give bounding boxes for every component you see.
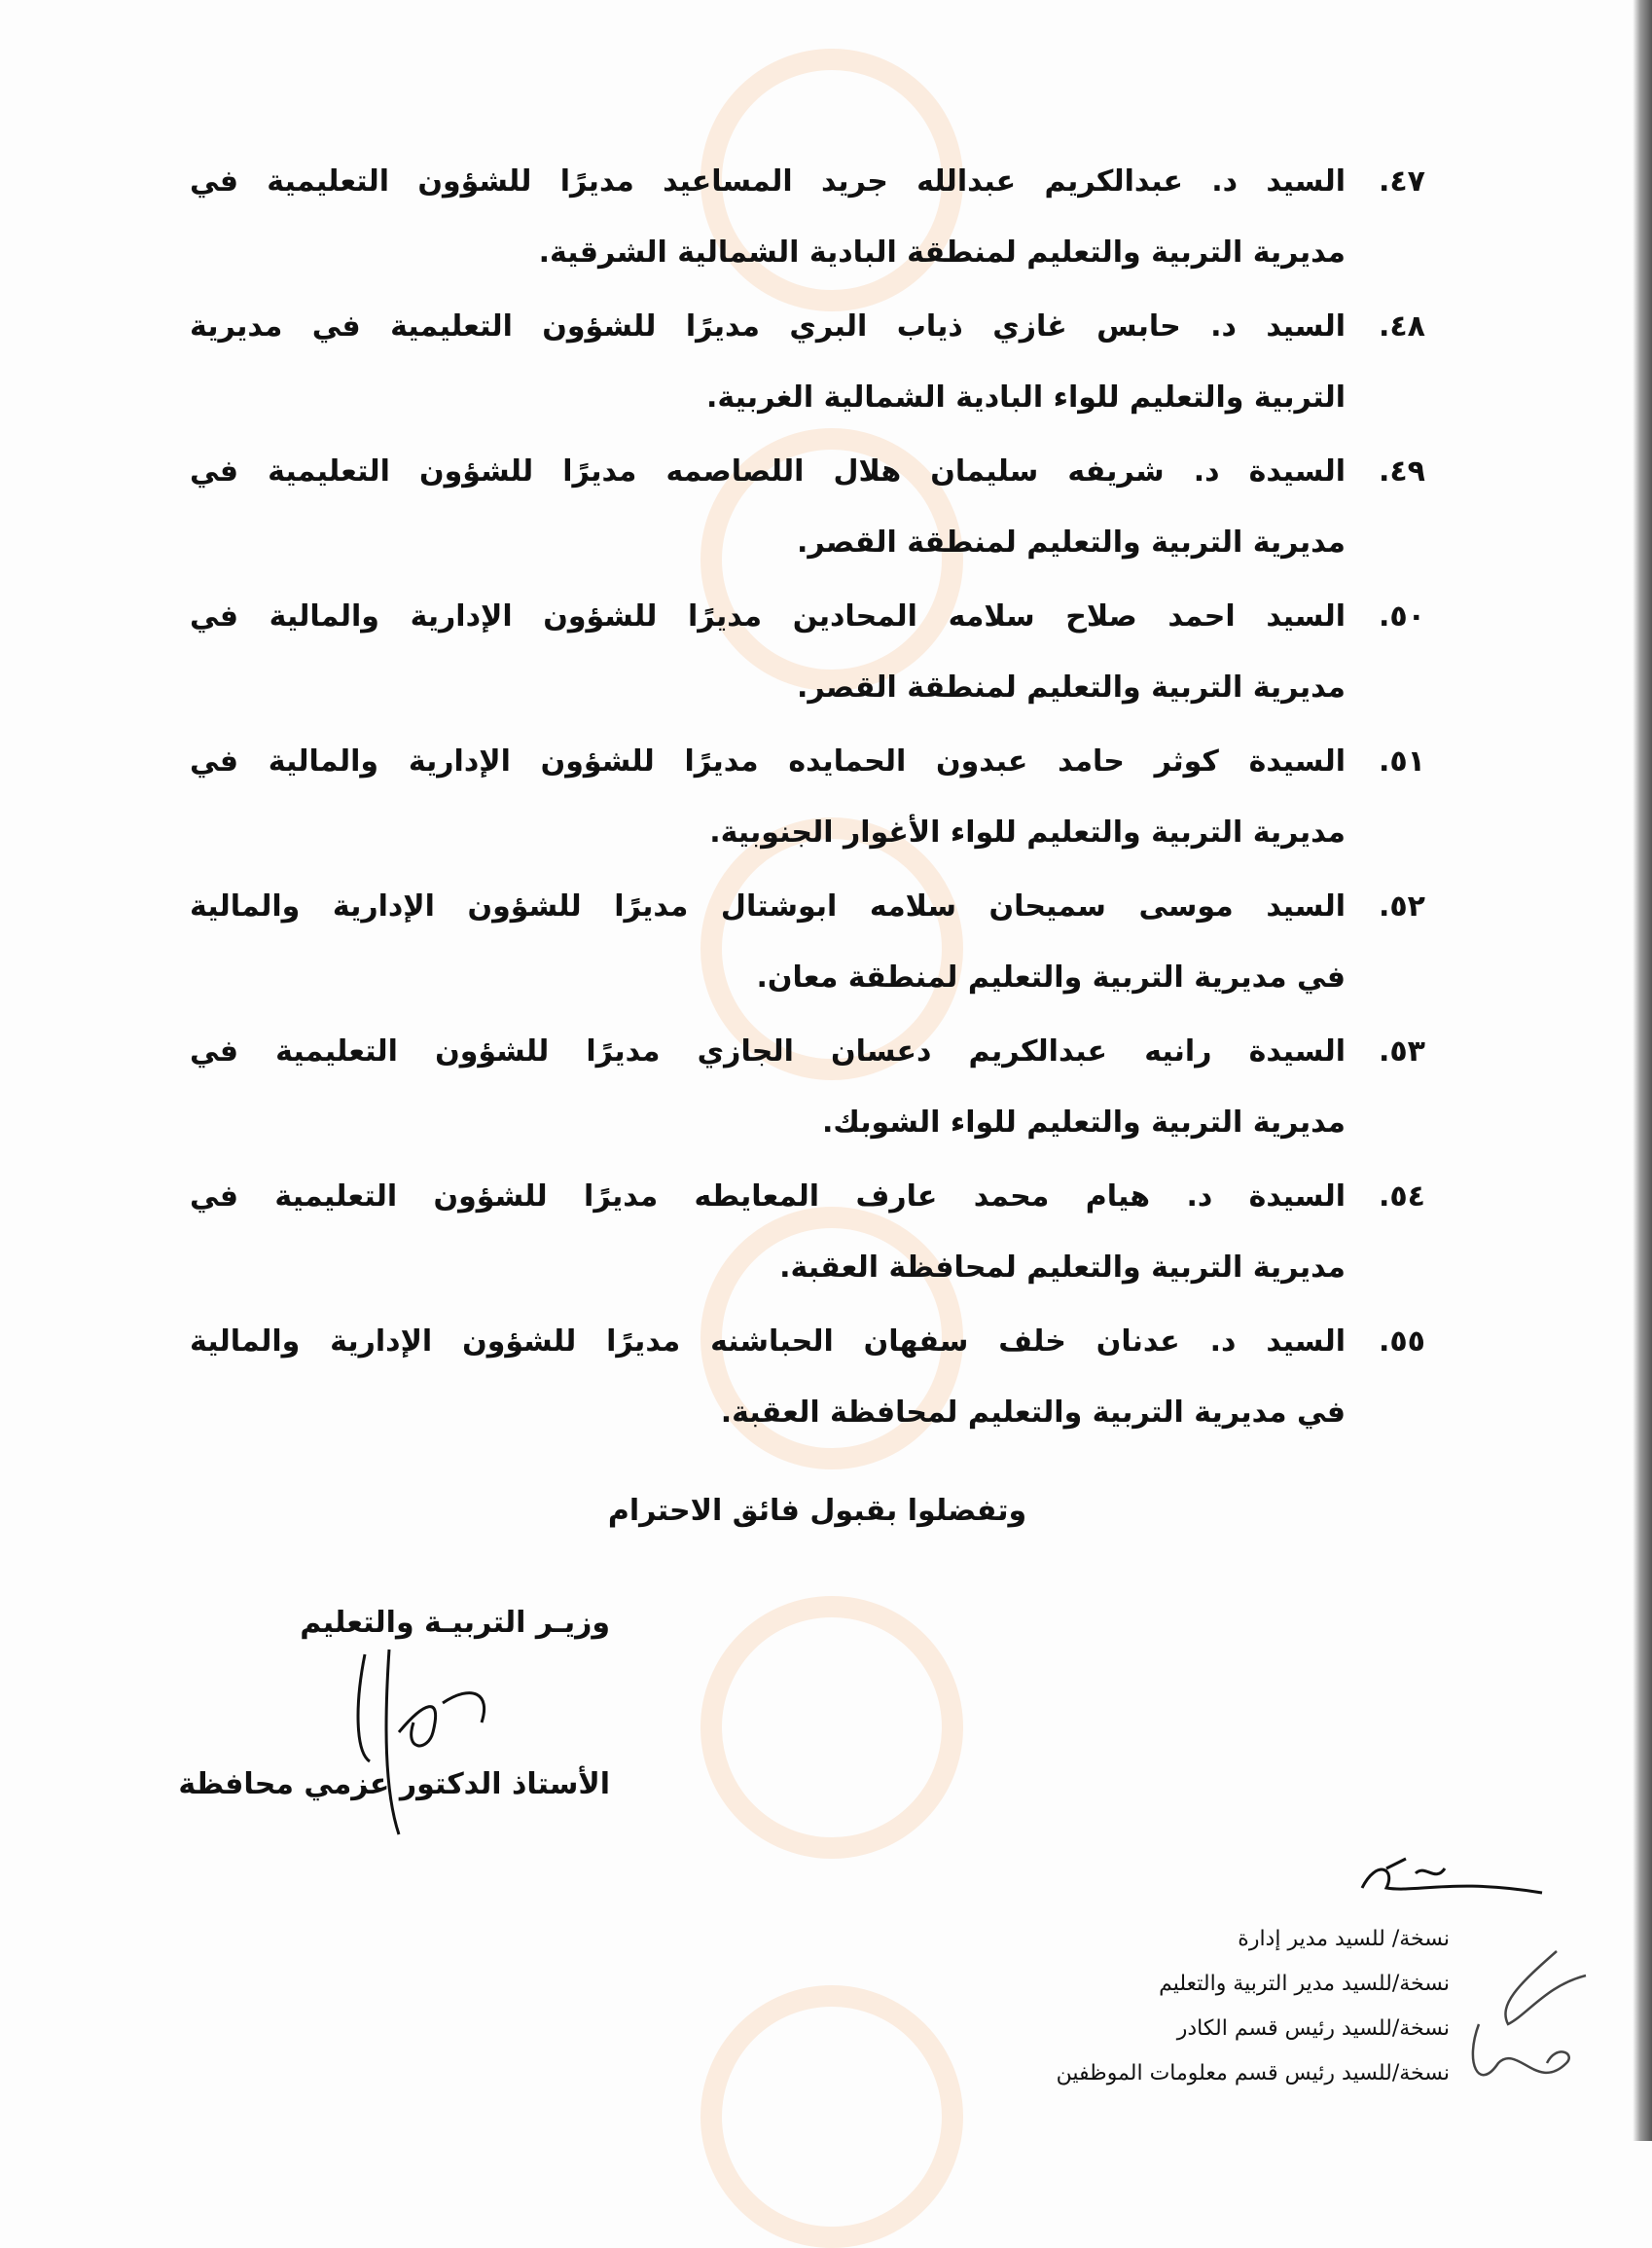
item-text-line: في مديرية التربية والتعليم لمحافظة العقبة. — [720, 1396, 1346, 1430]
list-item — [190, 1016, 1425, 1158]
item-text-line: التربية والتعليم للواء البادية الشمالية الغربية. — [705, 381, 1346, 415]
copy-recipient: نسخة/للسيد مدير التربية والتعليم — [1159, 1972, 1450, 1996]
item-text-line: في مديرية التربية والتعليم لمنطقة معان. — [756, 961, 1346, 995]
item-number: ٥٢. — [1378, 889, 1425, 924]
item-text-line: مديرية التربية والتعليم لمنطقة البادية الشمالية الشرقية. — [538, 236, 1346, 270]
copy-recipient: نسخة/للسيد رئيس قسم الكادر — [1176, 2016, 1450, 2041]
item-text-line: السيدة رانيه عبدالكريم دعسان الجازي مديرًا للشؤون التعليمية في — [190, 1034, 1346, 1069]
copy-recipient: نسخة/ للسيد مدير إدارة — [1238, 1927, 1450, 1951]
signatory-title: وزيـر التربيـة والتعليم — [300, 1606, 610, 1640]
signatory-name: الأستاذ الدكتور عزمي محافظة — [178, 1767, 610, 1801]
item-text-line: السيدة د. شريفه سليمان هلال اللصاصمه مديرًا للشؤون التعليمية في — [190, 454, 1346, 489]
list-item — [190, 436, 1425, 578]
item-text-line: مديرية التربية والتعليم لمنطقة القصر. — [796, 526, 1346, 560]
item-text-line: السيدة كوثر حامد عبدون الحمايده مديرًا للشؤون الإدارية والمالية في — [190, 744, 1346, 779]
item-text-line: السيد د. عدنان خلف سفهان الحباشنه مديرًا للشؤون الإدارية والمالية — [190, 1324, 1346, 1359]
list-item — [190, 581, 1425, 723]
item-number: ٥٤. — [1378, 1179, 1425, 1214]
list-item — [190, 871, 1425, 1013]
item-number: ٥٣. — [1378, 1034, 1425, 1069]
closing-phrase: وتفضلوا بقبول فائق الاحترام — [607, 1494, 1027, 1528]
copies-list — [1057, 1917, 1450, 2096]
item-number: ٤٨. — [1378, 309, 1425, 344]
item-number: ٥٥. — [1378, 1324, 1425, 1359]
item-text-line: مديرية التربية والتعليم لمحافظة العقبة. — [779, 1251, 1346, 1285]
scan-edge — [1633, 0, 1652, 2141]
copy-recipient: نسخة/للسيد رئيس قسم معلومات الموظفين — [1056, 2061, 1450, 2085]
list-item — [190, 146, 1425, 288]
watermark-clock — [700, 1596, 963, 1859]
item-text-line: السيد د. حابس غازي ذياب البري مديرًا للشؤون التعليمية في مديرية — [190, 309, 1346, 344]
watermark-clock — [700, 1985, 963, 2248]
copies-signature — [1459, 1946, 1605, 2092]
item-number: ٤٩. — [1378, 454, 1425, 489]
item-text-line: السيد د. عبدالكريم عبدالله جريد المساعيد مديرًا للشؤون التعليمية في — [190, 164, 1346, 199]
list-item — [190, 291, 1425, 433]
item-text-line: مديرية التربية والتعليم للواء الأغوار الجنوبية. — [709, 816, 1346, 850]
minister-signature — [345, 1645, 511, 1839]
list-item — [190, 1306, 1425, 1448]
initials-signature — [1357, 1849, 1552, 1907]
item-text-line: السيد احمد صلاح سلامه المحادين مديرًا للشؤون الإدارية والمالية في — [190, 599, 1346, 634]
item-text-line: مديرية التربية والتعليم لمنطقة القصر. — [796, 671, 1346, 705]
item-text-line: السيدة د. هيام محمد عارف المعايطه مديرًا للشؤون التعليمية في — [190, 1179, 1346, 1214]
item-number: ٤٧. — [1378, 164, 1425, 199]
list-item — [190, 726, 1425, 868]
item-number: ٥١. — [1378, 744, 1425, 779]
item-text-line: السيد موسى سميحان سلامه ابوشتال مديرًا للشؤون الإدارية والمالية — [190, 889, 1346, 924]
item-text-line: مديرية التربية والتعليم للواء الشوبك. — [821, 1106, 1346, 1140]
item-number: ٥٠. — [1378, 599, 1425, 634]
list-item — [190, 1161, 1425, 1303]
